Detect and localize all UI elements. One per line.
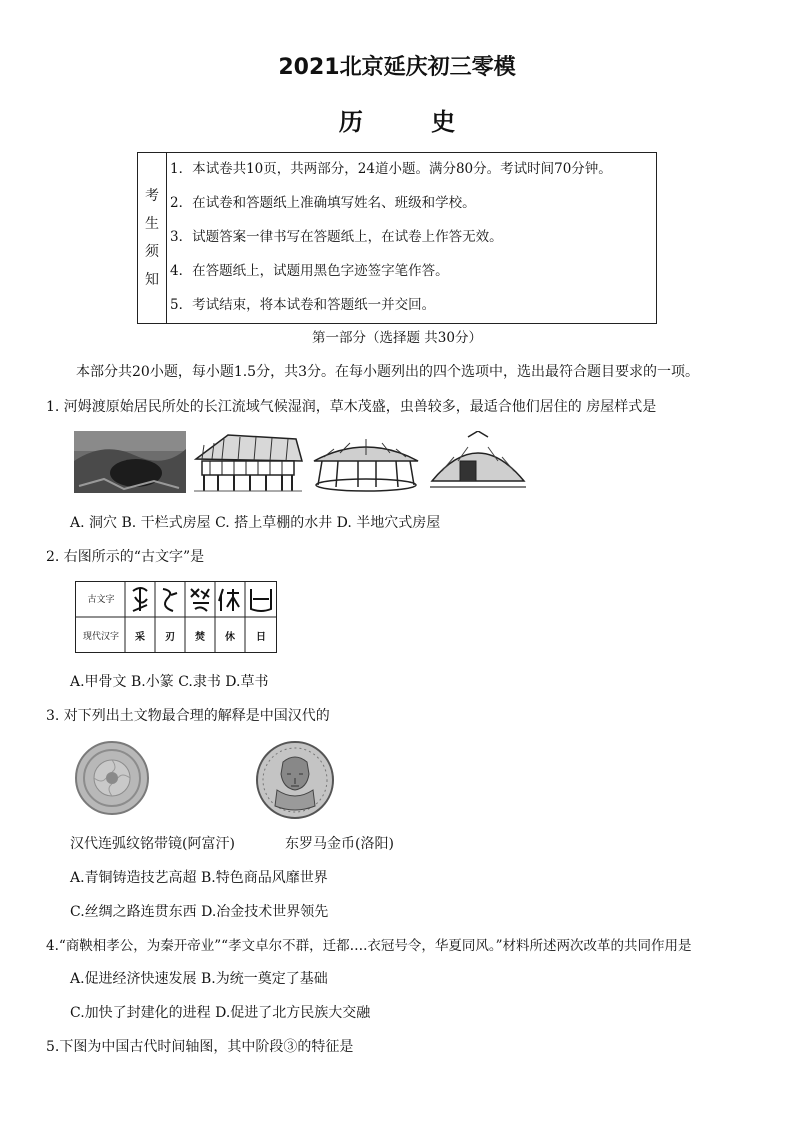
question-4-stem: 4.“商鞅相孝公，为秦开帝业”“孝文卓尔不群，迁都….衣冠号令，华夏同风。”材料所述两次改革的共同作用是 — [46, 938, 692, 954]
part-one-title: 第一部分（选择题 共30分） — [312, 330, 482, 346]
question-2-options: A.甲骨文 B.小篆 C.隶书 D.草书 — [70, 674, 269, 690]
notice-side-char: 生 — [145, 216, 159, 232]
modern-char: 休 — [225, 632, 235, 643]
semi-pit-house-drawing — [428, 431, 528, 493]
thatched-well-drawing — [310, 431, 422, 493]
modern-char: 刃 — [165, 632, 175, 643]
notice-side-char: 须 — [145, 244, 159, 260]
notice-side-char: 知 — [145, 272, 159, 288]
exam-title: 2021北京延庆初三零模 — [278, 55, 516, 80]
question-3-stem: 3. 对下列出土文物最合理的解释是中国汉代的 — [46, 708, 330, 724]
notice-list — [170, 155, 650, 325]
question-3-options-line-1: A.青铜铸造技艺高超 B.特色商品风靡世界 — [70, 870, 328, 886]
notice-side-label — [138, 153, 167, 323]
exam-notice-box — [137, 152, 657, 324]
roman-gold-coin-photo — [255, 740, 335, 820]
notice-item: 4．在答题纸上，试题用黑色字迹签字笔作答。 — [170, 263, 449, 279]
stilt-house-drawing — [192, 431, 304, 493]
notice-item: 2．在试卷和答题纸上准确填写姓名、班级和学校。 — [170, 195, 476, 211]
part-one-intro: 本部分共20小题，每小题1.5分，共3分。在每小题列出的四个选项中，选出最符合题目要求的一项。 — [76, 364, 699, 380]
subject-title: 历 史 — [338, 107, 486, 136]
table-row-label-ancient: 古文字 — [87, 595, 115, 605]
artifact-caption-mirror: 汉代连弧纹铭带镜(阿富汗) — [70, 836, 235, 852]
question-1-stem: 1. 河姆渡原始居民所处的长江流域气候湿润，草木茂盛，虫兽较多，最适合他们居住的 房屋样式是 — [46, 399, 657, 415]
question-4-options-line-2: C.加快了封建化的进程 D.促进了北方民族大交融 — [70, 1005, 371, 1021]
ancient-script-table — [75, 581, 277, 653]
notice-item: 1．本试卷共10页，共两部分，24道小题。满分80分。考试时间70分钟。 — [170, 161, 612, 177]
artifact-caption-coin: 东罗马金币(洛阳) — [285, 836, 394, 852]
notice-side-char: 考 — [145, 188, 159, 204]
modern-char: 日 — [256, 632, 266, 643]
question-5-stem: 5.下图为中国古代时间轴图，其中阶段③的特征是 — [46, 1039, 354, 1055]
question-1-options: A. 洞穴 B. 干栏式房屋 C. 搭上草棚的水井 D. 半地穴式房屋 — [70, 515, 441, 531]
modern-char: 焚 — [195, 632, 205, 643]
modern-char: 采 — [135, 632, 145, 643]
question-2-stem: 2. 右图所示的“古文字”是 — [46, 549, 205, 565]
question-3-options-line-2: C.丝绸之路连贯东西 D.冶金技术世界领先 — [70, 904, 329, 920]
bronze-mirror-photo — [74, 740, 150, 816]
question-4-options-line-1: A.促进经济快速发展 B.为统一奠定了基础 — [70, 971, 328, 987]
cave-photo — [74, 431, 186, 493]
notice-item: 3．试题答案一律书写在答题纸上，在试卷上作答无效。 — [170, 229, 503, 245]
notice-item: 5．考试结束，将本试卷和答题纸一并交回。 — [170, 297, 436, 313]
table-row-label-modern: 现代汉字 — [82, 632, 119, 642]
